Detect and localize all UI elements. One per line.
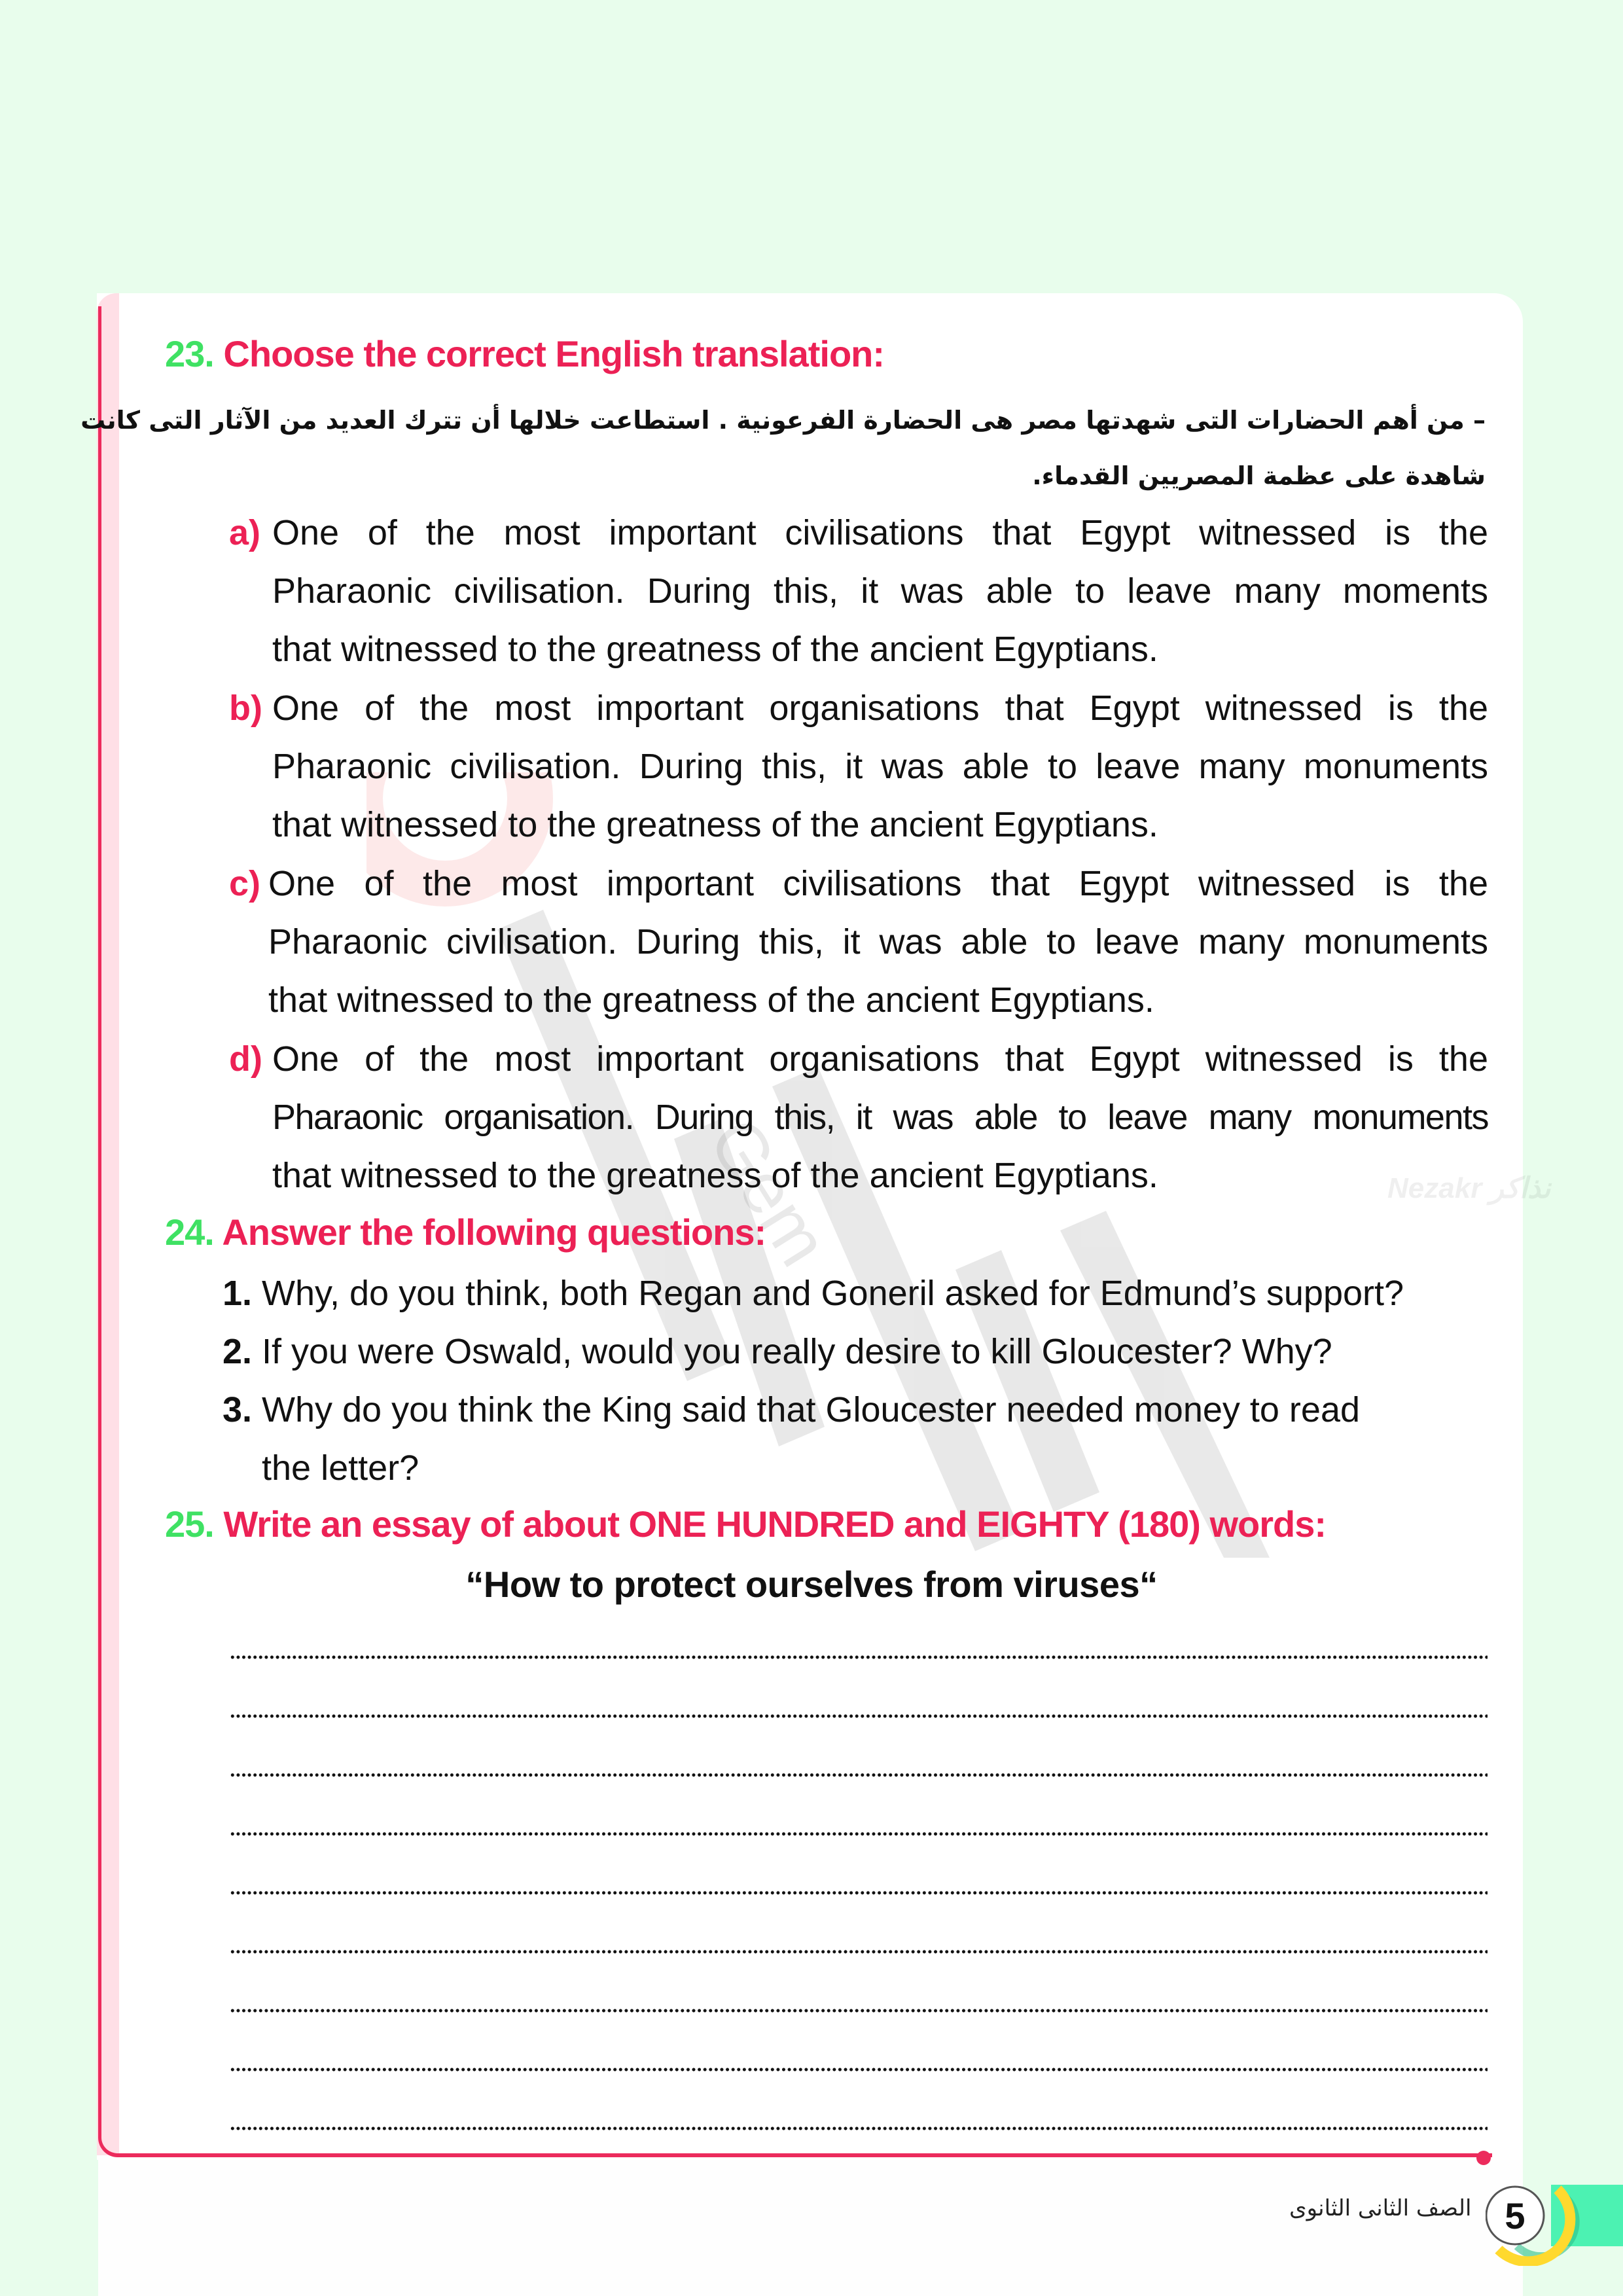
question-title: Answer the following questions: [222,1211,766,1253]
option-text-line: that witnessed to the greatness of the ancient Egyptians. [272,1156,1158,1195]
answer-line-6[interactable] [230,1950,1488,1954]
question-title: Write an essay of about ONE HUNDRED and EIGHTY (180) words: [223,1503,1326,1545]
border-end-dot [1476,2151,1491,2165]
option-text-line: One of the most important organisations that Egypt witnessed is the [272,689,1488,728]
option-text-line: Pharaonic civilisation. During this, it was able to leave many monuments [272,747,1488,786]
question-24-heading [165,1211,766,1253]
option-text-line: Pharaonic civilisation. During this, it was able to leave many moments [272,571,1488,611]
answer-line-4[interactable] [230,1832,1488,1836]
sub-question-text: Why, do you think, both Regan and Goneril asked for Edmund’s support? [262,1274,1404,1313]
option-text-line: that witnessed to the greatness of the ancient Egyptians. [272,630,1158,669]
option-label: c) [229,864,261,903]
option-label: d) [229,1039,262,1079]
option-label: b) [229,689,262,728]
sub-question-2 [223,1323,1488,1381]
option-text-line: Pharaonic organisation. During this, it was able to leave many monuments [272,1098,1488,1137]
sub-question-3 [223,1381,1488,1498]
answer-line-3[interactable] [230,1773,1488,1777]
nezakr-watermark: Nezakr نذاكر [1387,1172,1551,1204]
option-c[interactable] [229,855,1488,1030]
answer-line-9[interactable] [230,2126,1488,2130]
option-b[interactable] [229,679,1488,854]
answer-line-2[interactable] [230,1714,1488,1718]
option-text-line: that witnessed to the greatness of the ancient Egyptians. [272,805,1158,844]
grade-label: الصف الثانى الثانوى [1289,2195,1472,2221]
essay-topic: “How to protect ourselves from viruses“ [465,1564,1158,1605]
arabic-source-line-2: شاهدة على عظمة المصريين القدماء. [1032,461,1486,490]
option-d[interactable] [229,1030,1488,1205]
option-label: a) [229,513,261,552]
page-number: 5 [1505,2195,1525,2236]
option-text-line: One of the most important organisations that Egypt witnessed is the [272,1039,1488,1079]
answer-line-8[interactable] [230,2068,1488,2072]
option-a[interactable] [229,504,1488,679]
question-25-heading [165,1503,1326,1545]
question-number: 23. [165,333,214,374]
sub-question-text: the letter? [262,1448,419,1488]
question-number: 25. [165,1503,214,1545]
sub-question-number: 2. [223,1332,253,1371]
answer-line-7[interactable] [230,2009,1488,2013]
option-text-line: Pharaonic civilisation. During this, it was able to leave many monuments [268,922,1488,961]
arabic-source-line-1: – من أهم الحضارات التى شهدتها مصر هى الحضارة الفرعونية . استطاعت خلالها أن تترك العديد من الآثار التى كانت [80,406,1486,435]
option-text-line: One of the most important civilisations that Egypt witnessed is the [268,864,1488,903]
sub-question-text: Why do you think the King said that Gloucester needed money to read [262,1390,1361,1429]
answer-line-5[interactable] [230,1891,1488,1895]
option-text-line: One of the most important civilisations that Egypt witnessed is the [272,513,1488,552]
sub-question-text: If you were Oswald, would you really desire to kill Gloucester? Why? [262,1332,1332,1371]
sub-question-1 [223,1265,1488,1323]
question-title: Choose the correct English translation: [223,333,885,374]
question-number: 24. [165,1211,214,1253]
answer-line-1[interactable] [230,1655,1488,1659]
sub-question-number: 3. [223,1390,253,1429]
page-bottom-area [98,2160,1523,2296]
option-text-line: that witnessed to the greatness of the ancient Egyptians. [268,980,1154,1020]
question-23-heading [165,332,884,375]
sub-question-number: 1. [223,1274,253,1313]
